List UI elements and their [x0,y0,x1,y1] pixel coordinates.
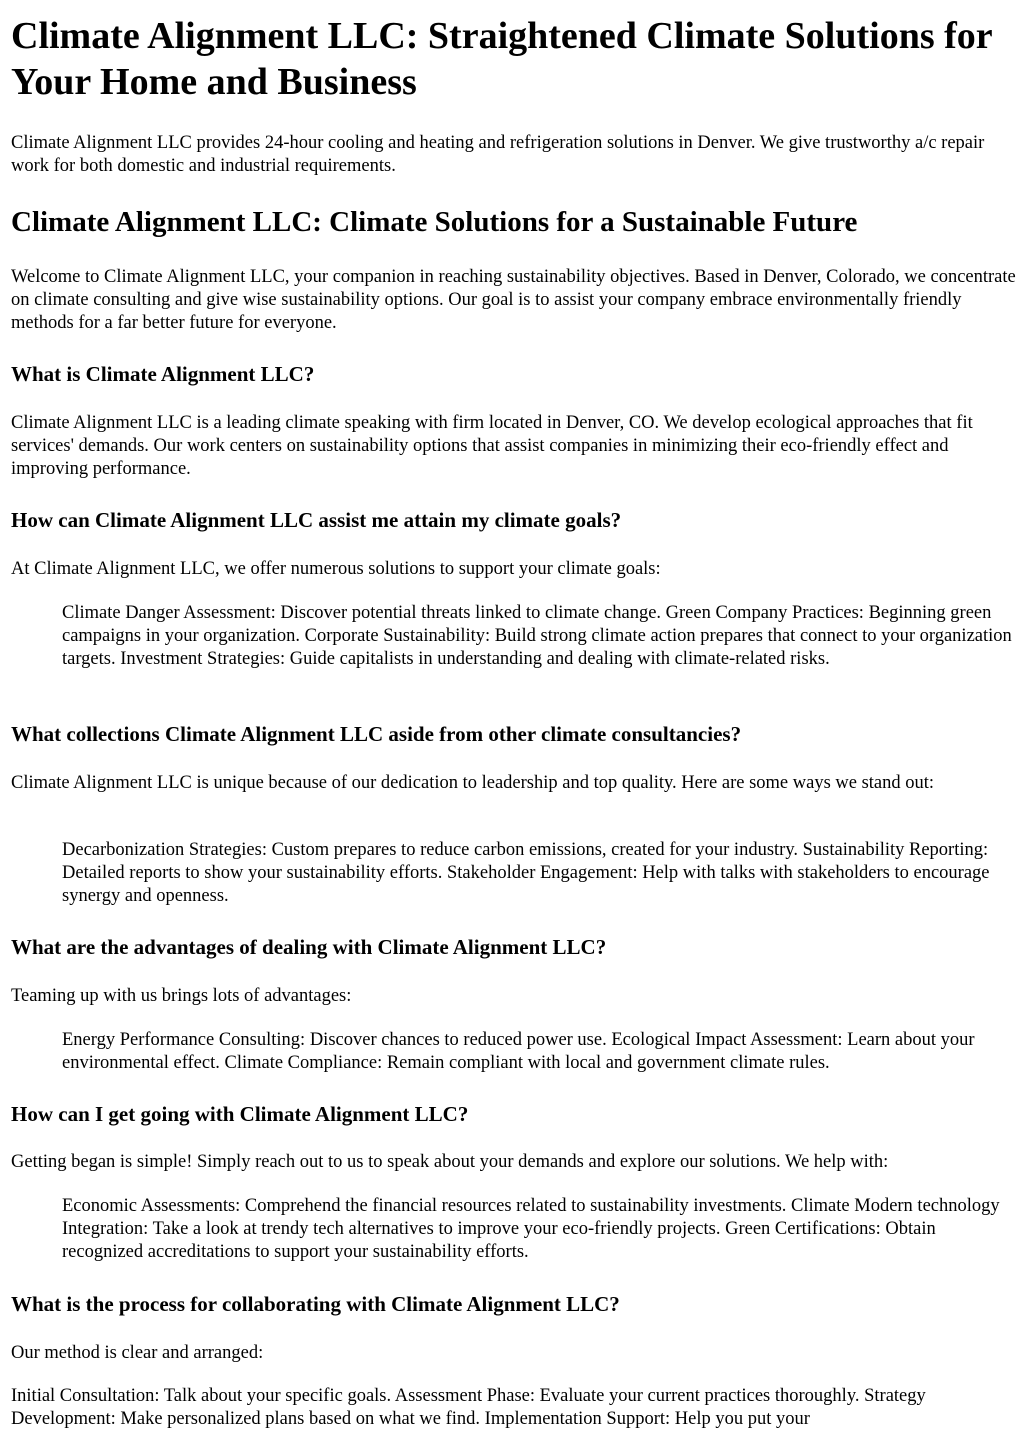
faq-detail-6: Initial Consultation: Talk about your specific goals. Assessment Phase: Evaluate your current practices thoroughly. Strategy Development: Make personalized plans based on what we find. Implementation Support: Help you put your [11,1386,926,1429]
faq-quote-5: Economic Assessments: Comprehend the financial resources related to sustainability investments. Climate Modern technology Integration: Take a look at trendy tech alternatives to improve your eco-friendly projects. Green Certifications: Obtain recognized accreditations to support your sustainability efforts. [62,1196,1000,1262]
faq-answer-6: Our method is clear and arranged: [11,1343,264,1363]
intro-paragraph: Climate Alignment LLC provides 24-hour cooling and heating and refrigeration solutions in Denver. We give trustworthy a/c repair work for both domestic and industrial requirements. [11,133,985,176]
faq-answer-1: Climate Alignment LLC is a leading climate speaking with firm located in Denver, CO. We develop ecological approaches that fit services' demands. Our work centers on sustainability options that assist companies in minimizing their eco-friendly effect and improving performance. [11,413,973,479]
faq-answer-5: Getting began is simple! Simply reach out to us to speak about your demands and explore our solutions. We help with: [11,1152,889,1172]
faq-answer-4: Teaming up with us brings lots of advantages: [11,986,352,1006]
page-title: Climate Alignment LLC: Straightened Climate Solutions for Your Home and Business [11,15,992,103]
faq-question-6: What is the process for collaborating with Climate Alignment LLC? [11,1292,620,1316]
faq-answer-3: Climate Alignment LLC is unique because of our dedication to leadership and top quality. Here are some ways we stand out: [11,773,935,793]
welcome-paragraph: Welcome to Climate Alignment LLC, your companion in reaching sustainability objectives. Based in Denver, Colorado, we concentrate on climate consulting and give wise sustainability options. Our goal is to assist your company embrace environmentally friendly methods for a far better future for everyone. [11,267,1016,333]
faq-question-2: How can Climate Alignment LLC assist me attain my climate goals? [11,508,622,532]
faq-question-3: What collections Climate Alignment LLC aside from other climate consultancies? [11,722,742,746]
faq-question-5: How can I get going with Climate Alignment LLC? [11,1102,469,1126]
faq-quote-2: Climate Danger Assessment: Discover potential threats linked to climate change. Green Company Practices: Beginning green campaigns in your organization. Corporate Sustainability: Build strong climate action prepares that connect to your organization targets. Investment Strategies: Guide capitalists in understanding and dealing with climate-related risks. [62,603,1012,669]
faq-answer-2: At Climate Alignment LLC, we offer numerous solutions to support your climate goals: [11,559,661,579]
faq-question-4: What are the advantages of dealing with Climate Alignment LLC? [11,935,607,959]
faq-quote-3: Decarbonization Strategies: Custom prepares to reduce carbon emissions, created for your industry. Sustainability Reporting: Detailed reports to show your sustainability efforts. Stakeholder Engagement: Help with talks with stakeholders to encourage synergy and openness. [62,840,990,906]
section-heading: Climate Alignment LLC: Climate Solutions for a Sustainable Future [11,206,858,238]
faq-question-1: What is Climate Alignment LLC? [11,362,315,386]
faq-quote-4: Energy Performance Consulting: Discover chances to reduced power use. Ecological Impact Assessment: Learn about your environmental effect. Climate Compliance: Remain compliant with local and government climate rules. [62,1030,975,1073]
